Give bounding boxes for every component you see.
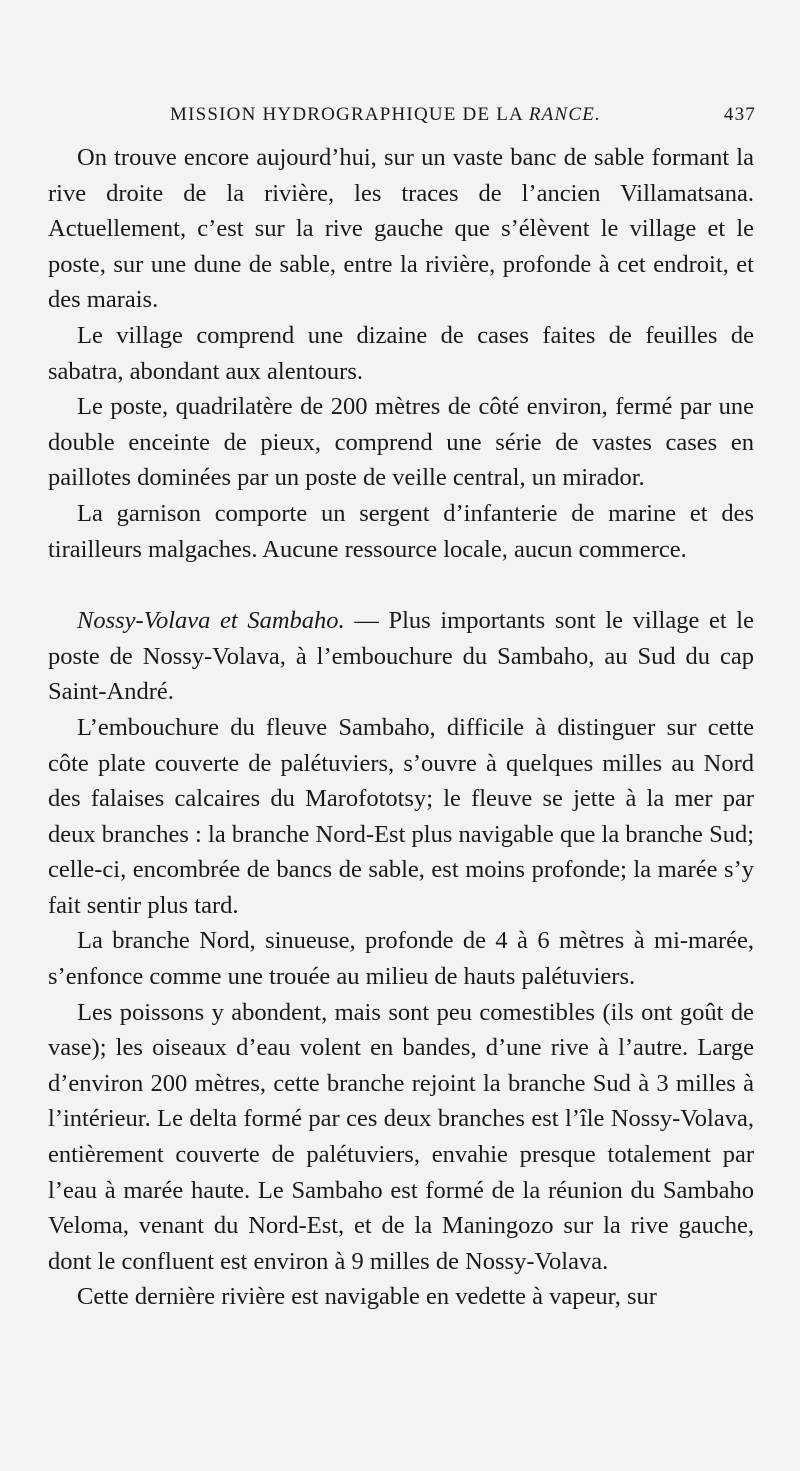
paragraph-text: On trouve encore aujourd’hui, sur un vaste banc de sable formant la rive droite de la rivière, les traces de l’ancien Villamatsana. Actuellement, c’est sur la rive gauche que s’élèvent le village et le poste, sur une dune de sable, entre la rivière, profonde à cet endroit, et des marais. [48, 144, 754, 314]
running-title-text: MISSION HYDROGRAPHIQUE DE LA [170, 104, 529, 125]
body-text [48, 140, 754, 1315]
paragraph-text: La garnison comporte un sergent d’infanterie de marine et des tirailleurs malgaches. Aucune ressource locale, aucun commerce. [48, 499, 754, 563]
paragraph [48, 995, 754, 1280]
paragraph-text: — Plus importants sont le village et le poste de Nossy-Volava, à l’embouchure du Sambaho, au Sud du cap Saint-André. [48, 607, 754, 706]
paragraph [48, 318, 754, 389]
paragraph-text: Cette dernière rivière est navigable en vedette à vapeur, sur [77, 1283, 657, 1311]
paragraph-text: Le poste, quadrilatère de 200 mètres de côté environ, fermé par une double enceinte de pieux, comprend une série de vastes cases en paillotes dominées par un poste de veille central, un mirador. [48, 393, 754, 492]
paragraph [48, 923, 754, 994]
section-runin-heading: Nossy-Volava et Sambaho. [77, 607, 345, 635]
paragraph [48, 496, 754, 567]
running-header [170, 104, 756, 130]
page-number: 437 [723, 104, 756, 125]
running-title-italic: RANCE. [528, 104, 601, 125]
paragraph-text: L’embouchure du fleuve Sambaho, difficile à distinguer sur cette côte plate couverte de palétuviers, s’ouvre à quelques milles au Nord des falaises calcaires du Marofototsy; le fleuve se jette à la mer par deux branches : la branche Nord-Est plus navigable que la branche Sud; celle-ci, encombrée de bancs de sable, est moins profonde; la marée s’y fait sentir plus tard. [48, 713, 754, 919]
paragraph [48, 1279, 754, 1315]
paragraph [48, 710, 754, 924]
paragraph-text: Les poissons y abondent, mais sont peu comestibles (ils ont goût de vase); les oiseaux d’eau volent en bandes, d’une rive à l’autre. Large d’environ 200 mètres, cette branche rejoint la branche Sud à 3 milles à l’intérieur. Le delta formé par ces deux branches est l’île Nossy-Volava, entièrement couverte de palétuviers, envahie presque totalement par l’eau à marée haute. Le Sambaho est formé de la réunion du Sambaho Veloma, venant du Nord-Est, et de la Maningozo sur la rive gauche, dont le confluent est environ à 9 milles de Nossy-Volava. [48, 998, 754, 1275]
section-paragraph [48, 603, 754, 710]
running-title [170, 104, 601, 126]
paragraph-text: La branche Nord, sinueuse, profonde de 4 à 6 mètres à mi-marée, s’enfonce comme une trouée au milieu de hauts palétuviers. [48, 927, 754, 991]
paragraph [48, 389, 754, 496]
paragraph [48, 140, 754, 318]
paragraph-text: Le village comprend une dizaine de cases faites de feuilles de sabatra, abondant aux alentours. [48, 321, 754, 385]
